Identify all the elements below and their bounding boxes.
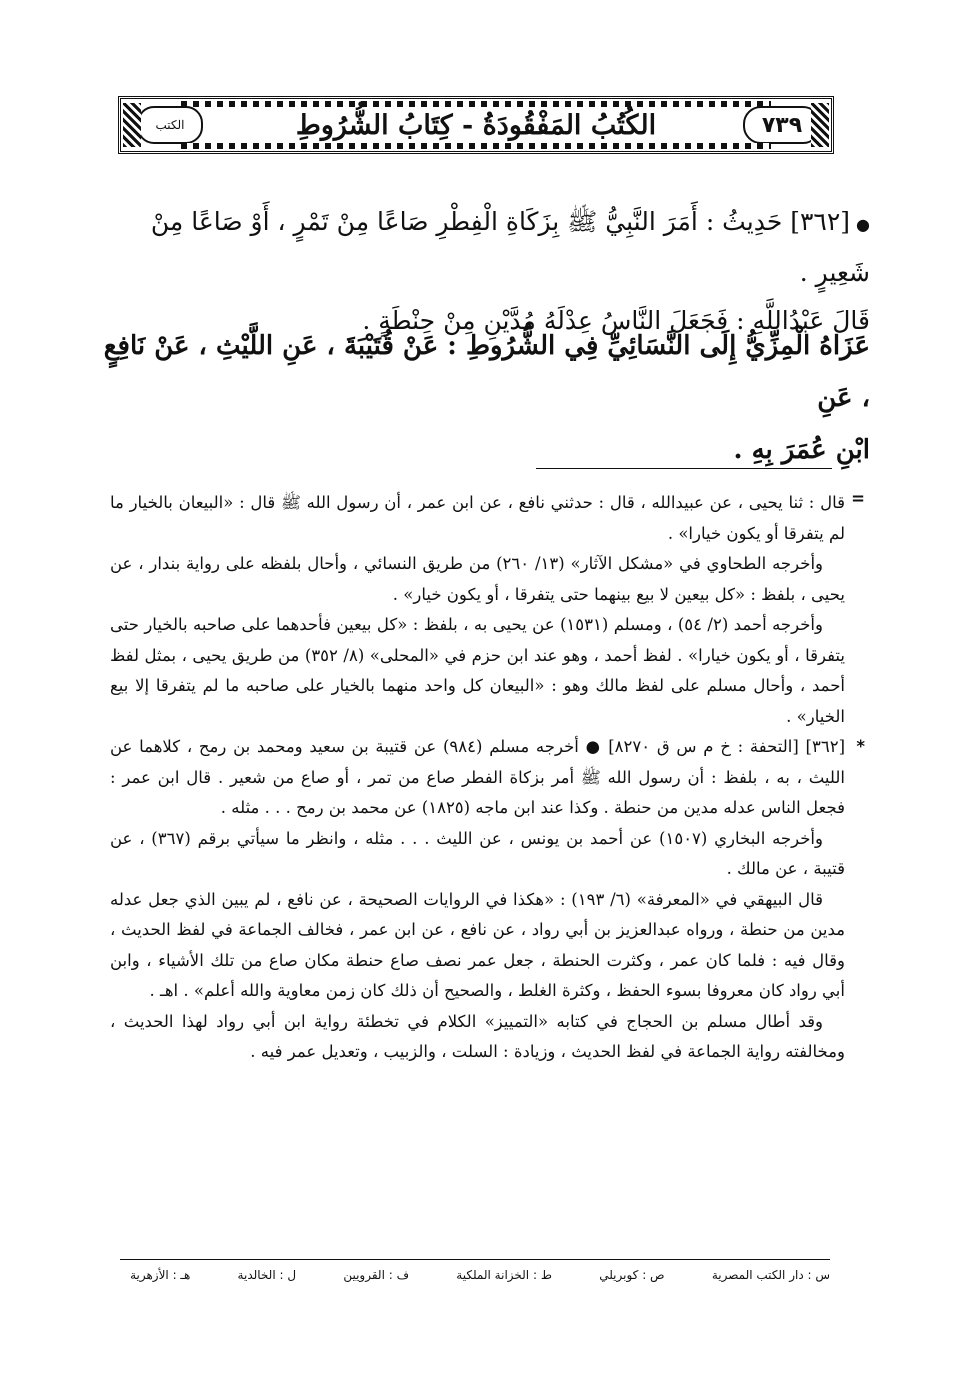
footnote-paragraph: وأخرجه البخاري (١٥٠٧) عن أحمد بن يونس ، عن الليث . . . مثله ، وانظر ما سيأتي برقم (٣٦٧) ، عن قتيبة ، عن مالك . bbox=[110, 828, 845, 878]
right-knot-decoration bbox=[811, 103, 829, 147]
footnote-paragraph: وأخرجه الطحاوي في «مشكل الآثار» (١٣/ ٢٦٠) من طريق النسائي ، وأحال بلفظه على رواية بندار ، عن يحيى ، بلفظ : «كل بيعين لا بيع بينهما حتى يتفرقا ، أو يكون خيار» . bbox=[110, 554, 845, 604]
footnote-continuation bbox=[110, 488, 865, 549]
legend-item: هـ : الأزهرية bbox=[130, 1268, 191, 1282]
legend-item: ص : كوبريلي bbox=[599, 1268, 665, 1282]
footnote-text: [٣٦٢] [التحفة : خ م س ق ٨٢٧٠] ● أخرجه مسلم (٩٨٤) عن قتيبة بن سعيد ومحمد بن رمح ، كلاهما عن الليث ، به ، بلفظ : أن رسول الله ﷺ أمر بزكاة الفطر صاع من تمر ، أو صاع من شعير . قال ابن عمر : فجعل الناس عدله مدين من حنطة . وكذا عند ابن ماجه (١٨٢٥) عن محمد بن رمح . . . مثله . bbox=[110, 737, 845, 817]
attribution-block bbox=[90, 320, 870, 476]
footnote-text: قال : ثنا يحيى ، عن عبيدالله ، قال : حدثني نافع ، عن ابن عمر ، أن رسول الله ﷺ قال : «البيعان بالخيار ما لم يتفرقا أو يكون خيارا» . bbox=[110, 493, 845, 543]
footnote-paragraph: قال البيهقي في «المعرفة» (٦/ ١٩٣) : «هكذا في الروايات الصحيحة ، عن نافع ، لم يبين الذي جعل عدله مدين من حنطة ، ورواه عبدالعزيز بن أبي رواد ، عن نافع ، عن ابن عمر ، فخالف الجماعة في لفظ الحديث ، وقال فيه : فلما كان عمر ، وكثرت الحنطة ، جعل عمر نصف صاع حنطة مكان صاع من تلك الأشياء ، وابن أبي رواد كان معروفا بسوء الحفظ ، وكثرة الغلط ، والصحيح أن ذلك كان زمن معاوية والله أعلم» . اهـ . bbox=[110, 889, 845, 1000]
footnote-takhrij bbox=[110, 732, 865, 824]
footnote-paragraph: وقد أطال مسلم بن الحجاج في كتابه «التمييز» الكلام في تخطئة رواية ابن أبي رواد لهذا الحديث ، ومخالفته رواية الجماعة في لفظ الحديث ، وزيادة : السلت ، والزبيب ، وتعديل عمر فيه . bbox=[110, 1011, 845, 1061]
publisher-seal-icon: الكتب bbox=[137, 106, 203, 144]
star-mark: * bbox=[856, 737, 865, 756]
attribution-line-1: عَزَاهُ الْمِزِّيُّ إِلَى النَّسَائِيِّ فِي الشُّرُوطِ : عَنْ قُتَيْبَةَ ، عَنِ اللَّيْثِ ، عَنْ نَافِعٍ ، عَنِ bbox=[103, 331, 870, 413]
legend-item: ط : الخزانة الملكية bbox=[456, 1268, 552, 1282]
running-title: الكُتُبُ المَفْقُودَةُ - كِتَابُ الشُّرُوطِ bbox=[284, 108, 668, 143]
hadith-line-1 bbox=[90, 198, 870, 297]
page-number: ٧٣٩ bbox=[743, 106, 821, 144]
footnote-separator bbox=[536, 468, 832, 469]
footnote-paragraph: وأخرجه أحمد (٢/ ٥٤) ، ومسلم (١٥٣١) عن يحيى به ، بلفظ : «كل بيعين فأحدهما على صاحبه بالخيار حتى يتفرقا ، أو يكون خيارا» . لفظ أحمد ، وهو عند ابن حزم في «المحلى» (٨/ ٣٥٢) من طريق يحيى ، بمثل لفظ أحمد ، وأحال مسلم على لفظ مالك وهو : «البيعان كل واحد منهما بالخيار على صاحبه ما لم يتفرقا إلا بيع الخيار» . bbox=[110, 615, 846, 726]
bottom-rule bbox=[120, 1259, 830, 1260]
hadith-line-2: قَالَ عَبْدُاللَّهِ : فَجَعَلَ النَّاسُ عِدْلَهُ مُدَّيْنِ مِنْ حِنْطَةٍ . bbox=[362, 306, 870, 335]
attribution-line-2: ابْنِ عُمَرَ بِهِ . bbox=[733, 435, 870, 465]
left-knot-decoration bbox=[123, 103, 141, 147]
hadith-text: [٣٦٢] حَدِيثُ : أَمَرَ النَّبِيُّ ﷺ بِزَكَاةِ الْفِطْرِ صَاعًا مِنْ تَمْرٍ ، أَوْ صَاعًا مِنْ شَعِيرٍ . bbox=[150, 207, 870, 287]
legend-item: س : دار الكتب المصرية bbox=[711, 1268, 830, 1282]
footnotes bbox=[110, 488, 865, 1068]
header-left-ornament bbox=[121, 101, 219, 149]
header-right-ornament bbox=[733, 101, 831, 149]
bullet-icon: ● bbox=[856, 215, 870, 234]
page-header bbox=[118, 96, 834, 154]
continuation-mark: = bbox=[851, 489, 865, 508]
legend-item: ف : القرويين bbox=[343, 1268, 410, 1282]
manuscript-legend bbox=[130, 1268, 830, 1282]
legend-item: ل : الخالدية bbox=[237, 1268, 297, 1282]
